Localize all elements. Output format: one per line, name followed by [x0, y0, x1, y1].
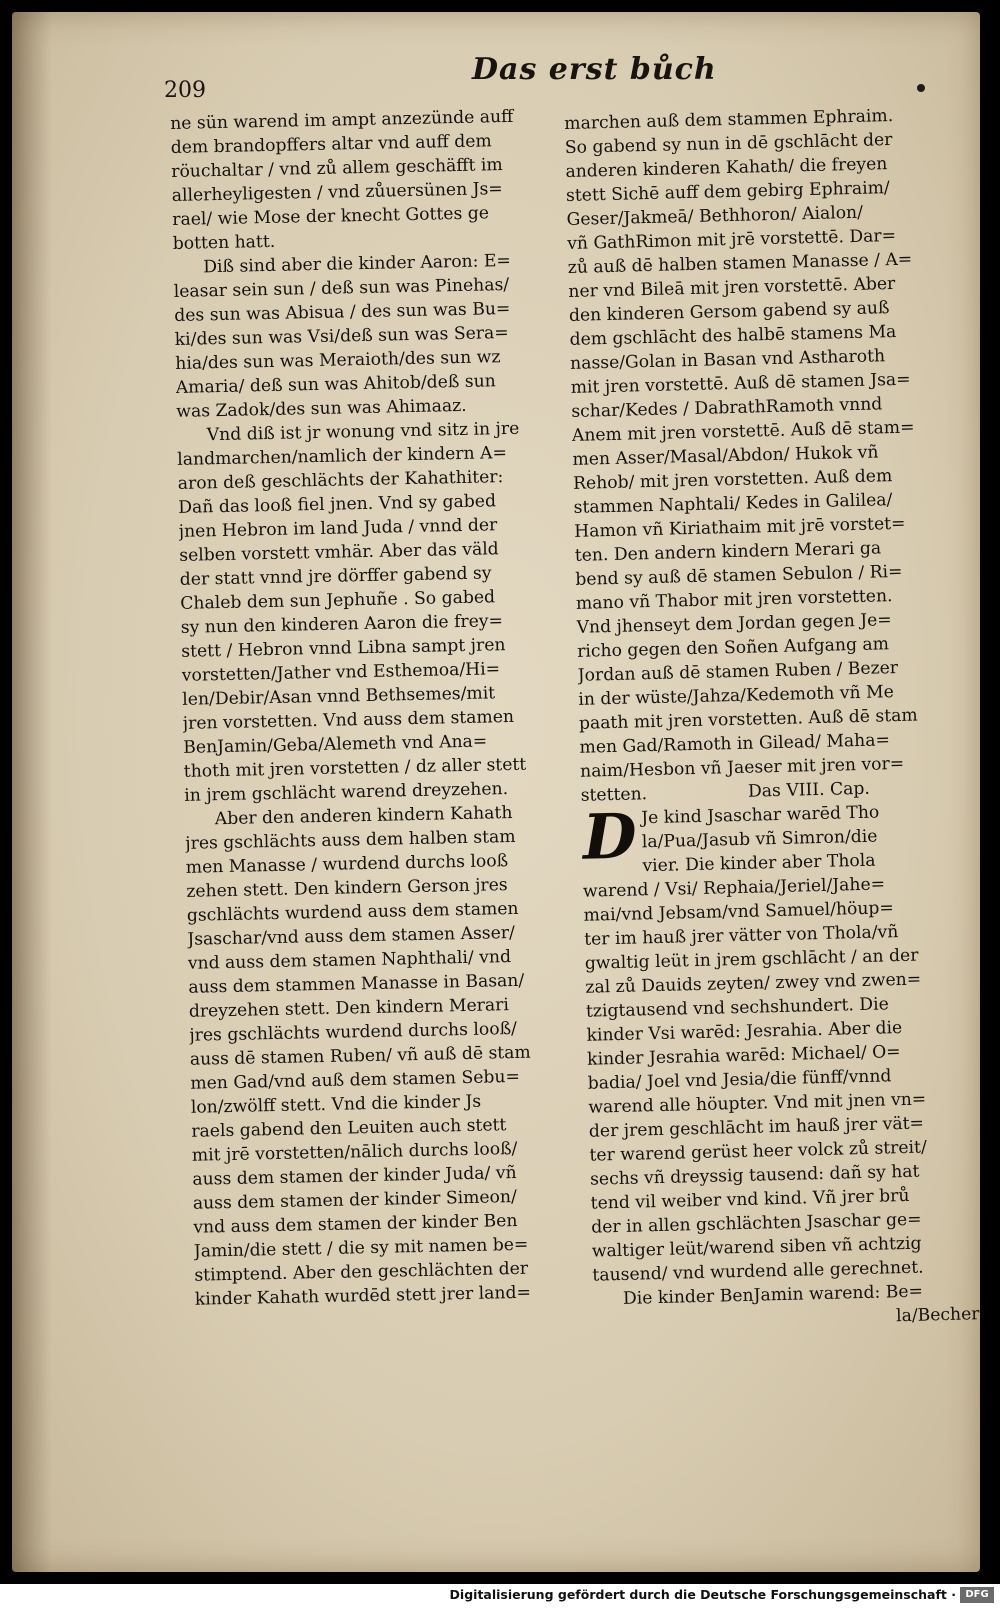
text-line: vñ GathRimon mit jrē vorstettē. Dar= — [566, 225, 897, 254]
text-line: Aber den anderen kindern Kahath — [214, 802, 513, 830]
text-line: den kinderen Gersom gabend sy auß — [568, 298, 890, 326]
text-line: Chaleb dem sun Jephuñe . So gabed — [180, 587, 496, 614]
text-line: dem gschlācht des halbē stamens Ma — [569, 321, 897, 350]
text-line: So gabend sy nun in dē gschlācht der — [564, 129, 893, 158]
text-line: Die kinder BenJamin warend: Be= — [622, 1281, 924, 1309]
text-line: Rehob/ mit jren vorstetten. Auß dem — [572, 466, 893, 494]
text-line: auss dem stammen Manasse in Basan/ — [188, 970, 525, 998]
text-line: naim/Hesbon vñ Jaeser mit jren vor= — [579, 753, 905, 782]
text-line: Vnd jhenseyt dem Jordan gegen Je= — [576, 610, 892, 638]
text-line: der jrem geschlācht im hauß jrer vät= — [588, 1113, 925, 1142]
text-line: kinder Jesrahia warēd: Michael/ O= — [586, 1042, 901, 1070]
text-line: Diß sind aber die kinder Aaron: E= — [203, 250, 512, 278]
text-line: dem brandopffers altar vnd auff dem — [170, 131, 492, 158]
text-line: auss dē stamen Ruben/ vñ auß dē stam — [189, 1042, 531, 1070]
text-line: dreyzehen stett. Den kindern Merari — [188, 995, 510, 1022]
text-line: kinder Vsi warēd: Jesrahia. Aber die — [586, 1018, 903, 1046]
text-line: Geser/Jakmeā/ Bethhoron/ Aialon/ — [566, 202, 864, 230]
text-line: men Gad/Ramoth in Gilead/ Maha= — [579, 730, 891, 758]
text-line: rael/ wie Mose der knecht Gottes ge — [172, 203, 490, 230]
text-line: Dañ das looß fiel jnen. Vnd sy gabed — [178, 491, 497, 518]
text-line: der statt vnnd jre dörffer gabend sy — [179, 563, 492, 590]
funding-credit: Digitalisierung gefördert durch die Deutsche Forschungsgemeinschaft · — [449, 1587, 956, 1602]
left-text-column — [170, 104, 585, 1312]
ink-spot — [917, 84, 925, 92]
text-line: Jamin/die stett / die sy mit namen be= — [193, 1234, 529, 1262]
text-line: Anem mit jren vorstettē. Auß dē stam= — [571, 417, 915, 446]
text-line: lon/zwölff stett. Vnd die kinder Js — [190, 1091, 482, 1118]
text-line: mano vñ Thabor mit jren vorstetten. — [575, 586, 893, 614]
text-line: zehen stett. Den kindern Gerson jres — [186, 875, 508, 902]
chapter-heading: Das VIII. Cap. — [747, 778, 871, 802]
text-line: marchen auß dem stammen Ephraim. — [564, 105, 894, 134]
text-line: mit jrē vorstetten/nālich durchs looß/ — [191, 1138, 518, 1166]
catchword: la/Becher — [895, 1304, 980, 1327]
text-line: Jsaschar/vnd auss dem stamen Asser/ — [187, 922, 516, 950]
footer-bar — [0, 1584, 1000, 1608]
text-line: stett / Hebron vnnd Libna sampt jren — [181, 635, 506, 662]
text-line: stimptend. Aber den geschlächten der — [194, 1258, 529, 1286]
page-number: 209 — [164, 78, 206, 103]
drop-initial: D — [581, 799, 638, 874]
text-line: was Zadok/des sun was Ahimaaz. — [176, 395, 467, 422]
right-column-upper-text — [564, 102, 970, 783]
chapter-preceding-text: stetten. — [580, 784, 648, 806]
text-line: Vnd diß ist jr wonung vnd sitz in jre — [206, 418, 520, 446]
text-line: der in allen gschlächten Jsaschar ge= — [591, 1209, 922, 1238]
text-line: vnd auss dem stamen Naphthali/ vnd — [187, 947, 512, 974]
right-column-lower-text — [582, 846, 983, 1311]
gutter-shadow — [12, 12, 52, 1572]
text-line: vorstetten/Jather vnd Esthemoa/Hi= — [181, 659, 501, 686]
text-line: mai/vnd Jebsam/vnd Samuel/höup= — [583, 898, 895, 926]
text-line: sy nun den kinderen Aaron die frey= — [180, 611, 504, 638]
text-line: ter im hauß jrer vätter von Thola/vñ — [583, 922, 899, 950]
text-line: in jrem gschlächt warend dreyzehen. — [184, 779, 509, 806]
text-line: waltiger leüt/warend siben vñ achtzig — [591, 1233, 922, 1262]
text-line: jren vorstetten. Vnd auss dem stamen — [182, 706, 515, 734]
text-line: röuchaltar / vnd zů allem geschäfft im — [171, 155, 503, 182]
text-line: jres gschlächts wurdend durchs looß/ — [189, 1018, 518, 1046]
text-line: len/Debir/Asan vnnd Bethsemes/mit — [182, 683, 496, 710]
text-line: Amaria/ deß sun was Ahitob/deß sun — [175, 371, 496, 398]
text-line: auss dem stamen der kinder Juda/ vñ — [192, 1162, 517, 1190]
text-line: stett Sichē auff dem gebirg Ephraim/ — [565, 178, 890, 206]
text-line: men Gad/vnd auß dem stamen Sebu= — [190, 1066, 521, 1094]
text-line: hia/des sun was Meraioth/des sun wz — [175, 347, 501, 374]
drop-line-2: la/Pua/Jasub vñ Simron/die — [641, 826, 878, 853]
text-line: aron deß geschlächts der Kahathiter: — [177, 467, 504, 494]
text-line: kinder Kahath wurdēd stett jrer land= — [194, 1282, 532, 1310]
text-line: allerheyligesten / vnd zůuersünen Js= — [171, 179, 503, 206]
text-line: schar/Kedes / DabrathRamoth vnnd — [571, 394, 883, 422]
text-line: ki/des sun was Vsi/deß sun was Sera= — [174, 322, 509, 350]
text-line: Hamon vñ Kiriathaim mit jrē vorstet= — [574, 513, 906, 542]
text-line: warend / Vsi/ Rephaia/Jeriel/Jahe= — [582, 874, 886, 902]
text-line: badia/ Joel vnd Jesia/die fünff/vnnd — [587, 1066, 892, 1094]
text-line: anderen kinderen Kahath/ die freyen — [565, 154, 888, 182]
text-line: warend alle höupter. Vnd mit jnen vn= — [588, 1089, 927, 1118]
text-line: tzigtausend vnd sechshundert. Die — [585, 994, 890, 1022]
text-line: zů auß dē halben stamen Manasse / A= — [567, 249, 913, 278]
text-line: vnd auss dem stamen der kinder Ben — [193, 1210, 518, 1238]
running-title: Das erst bůch — [472, 52, 717, 87]
right-text-column — [564, 102, 984, 1335]
text-line: botten hatt. — [172, 231, 276, 254]
text-line: ne sün warend im ampt anzezünde auff — [170, 106, 514, 134]
text-line: jnen Hebron im land Juda / vnnd der — [178, 515, 498, 542]
text-line: raels gabend den Leuiten auch stett — [191, 1115, 507, 1142]
text-line: BenJamin/Geba/Alemeth vnd Ana= — [183, 731, 488, 758]
text-line: bend sy auß dē stamen Sebulon / Ri= — [575, 561, 903, 590]
page-header — [12, 48, 980, 103]
text-line: ter warend gerüst heer volck zů streit/ — [589, 1137, 927, 1166]
text-line: vier. Die kinder aber Thola — [642, 850, 876, 877]
text-line: leasar sein sun / deß sun was Pinehas/ — [173, 274, 510, 302]
text-line: Jordan auß dē stamen Ruben / Bezer — [577, 658, 899, 686]
text-line: ner vnd Bileā mit jren vorstettē. Aber — [568, 273, 896, 302]
text-line: men Asser/Masal/Abdon/ Hukok vñ — [572, 442, 879, 470]
text-line: ten. Den andern kindern Merari ga — [574, 538, 882, 566]
text-line: richo gegen den Soñen Aufgang am — [576, 634, 890, 662]
text-line: jres gschlächts auss dem halben stam — [185, 826, 516, 854]
text-line: men Manasse / wurdend durchs looß — [185, 851, 509, 878]
text-line: paath mit jren vorstetten. Auß dē stam — [578, 705, 918, 734]
text-line: auss dem stamen der kinder Simeon/ — [192, 1186, 517, 1214]
book-page — [12, 12, 980, 1572]
dfg-logo: DFG — [960, 1587, 994, 1603]
drop-line-1: Je kind Jsaschar warēd Tho — [641, 802, 880, 829]
text-line: zal zů Dauids zeyten/ zwey vnd zwen= — [585, 969, 922, 998]
text-line: sechs vñ dreyssig tausend: dañ sy hat — [589, 1161, 920, 1190]
text-line: gwaltig leüt in jrem gschlācht / an der — [584, 945, 919, 974]
text-line: tend vil weiber vnd kind. Vñ jrer brů — [590, 1185, 910, 1214]
text-line: gschlächts wurdend auss dem stamen — [186, 898, 519, 926]
text-line: nasse/Golan in Basan vnd Astharoth — [569, 346, 886, 374]
text-line: in der wüste/Jahza/Kedemoth vñ Me — [578, 682, 895, 710]
text-line: selben vorstett vmhär. Aber das väld — [179, 539, 499, 566]
text-line: mit jren vorstettē. Auß dē stamen Jsa= — [570, 369, 911, 398]
text-line: stammen Naphtali/ Kedes in Galilea/ — [573, 490, 893, 518]
text-line: landmarchen/namlich der kindern A= — [177, 443, 508, 470]
text-line: des sun was Abisua / des sun was Bu= — [174, 298, 511, 326]
text-line: thoth mit jren vorstetten / dz aller stett — [183, 754, 527, 782]
text-line: tausend/ vnd wurdend alle gerechnet. — [592, 1257, 924, 1286]
